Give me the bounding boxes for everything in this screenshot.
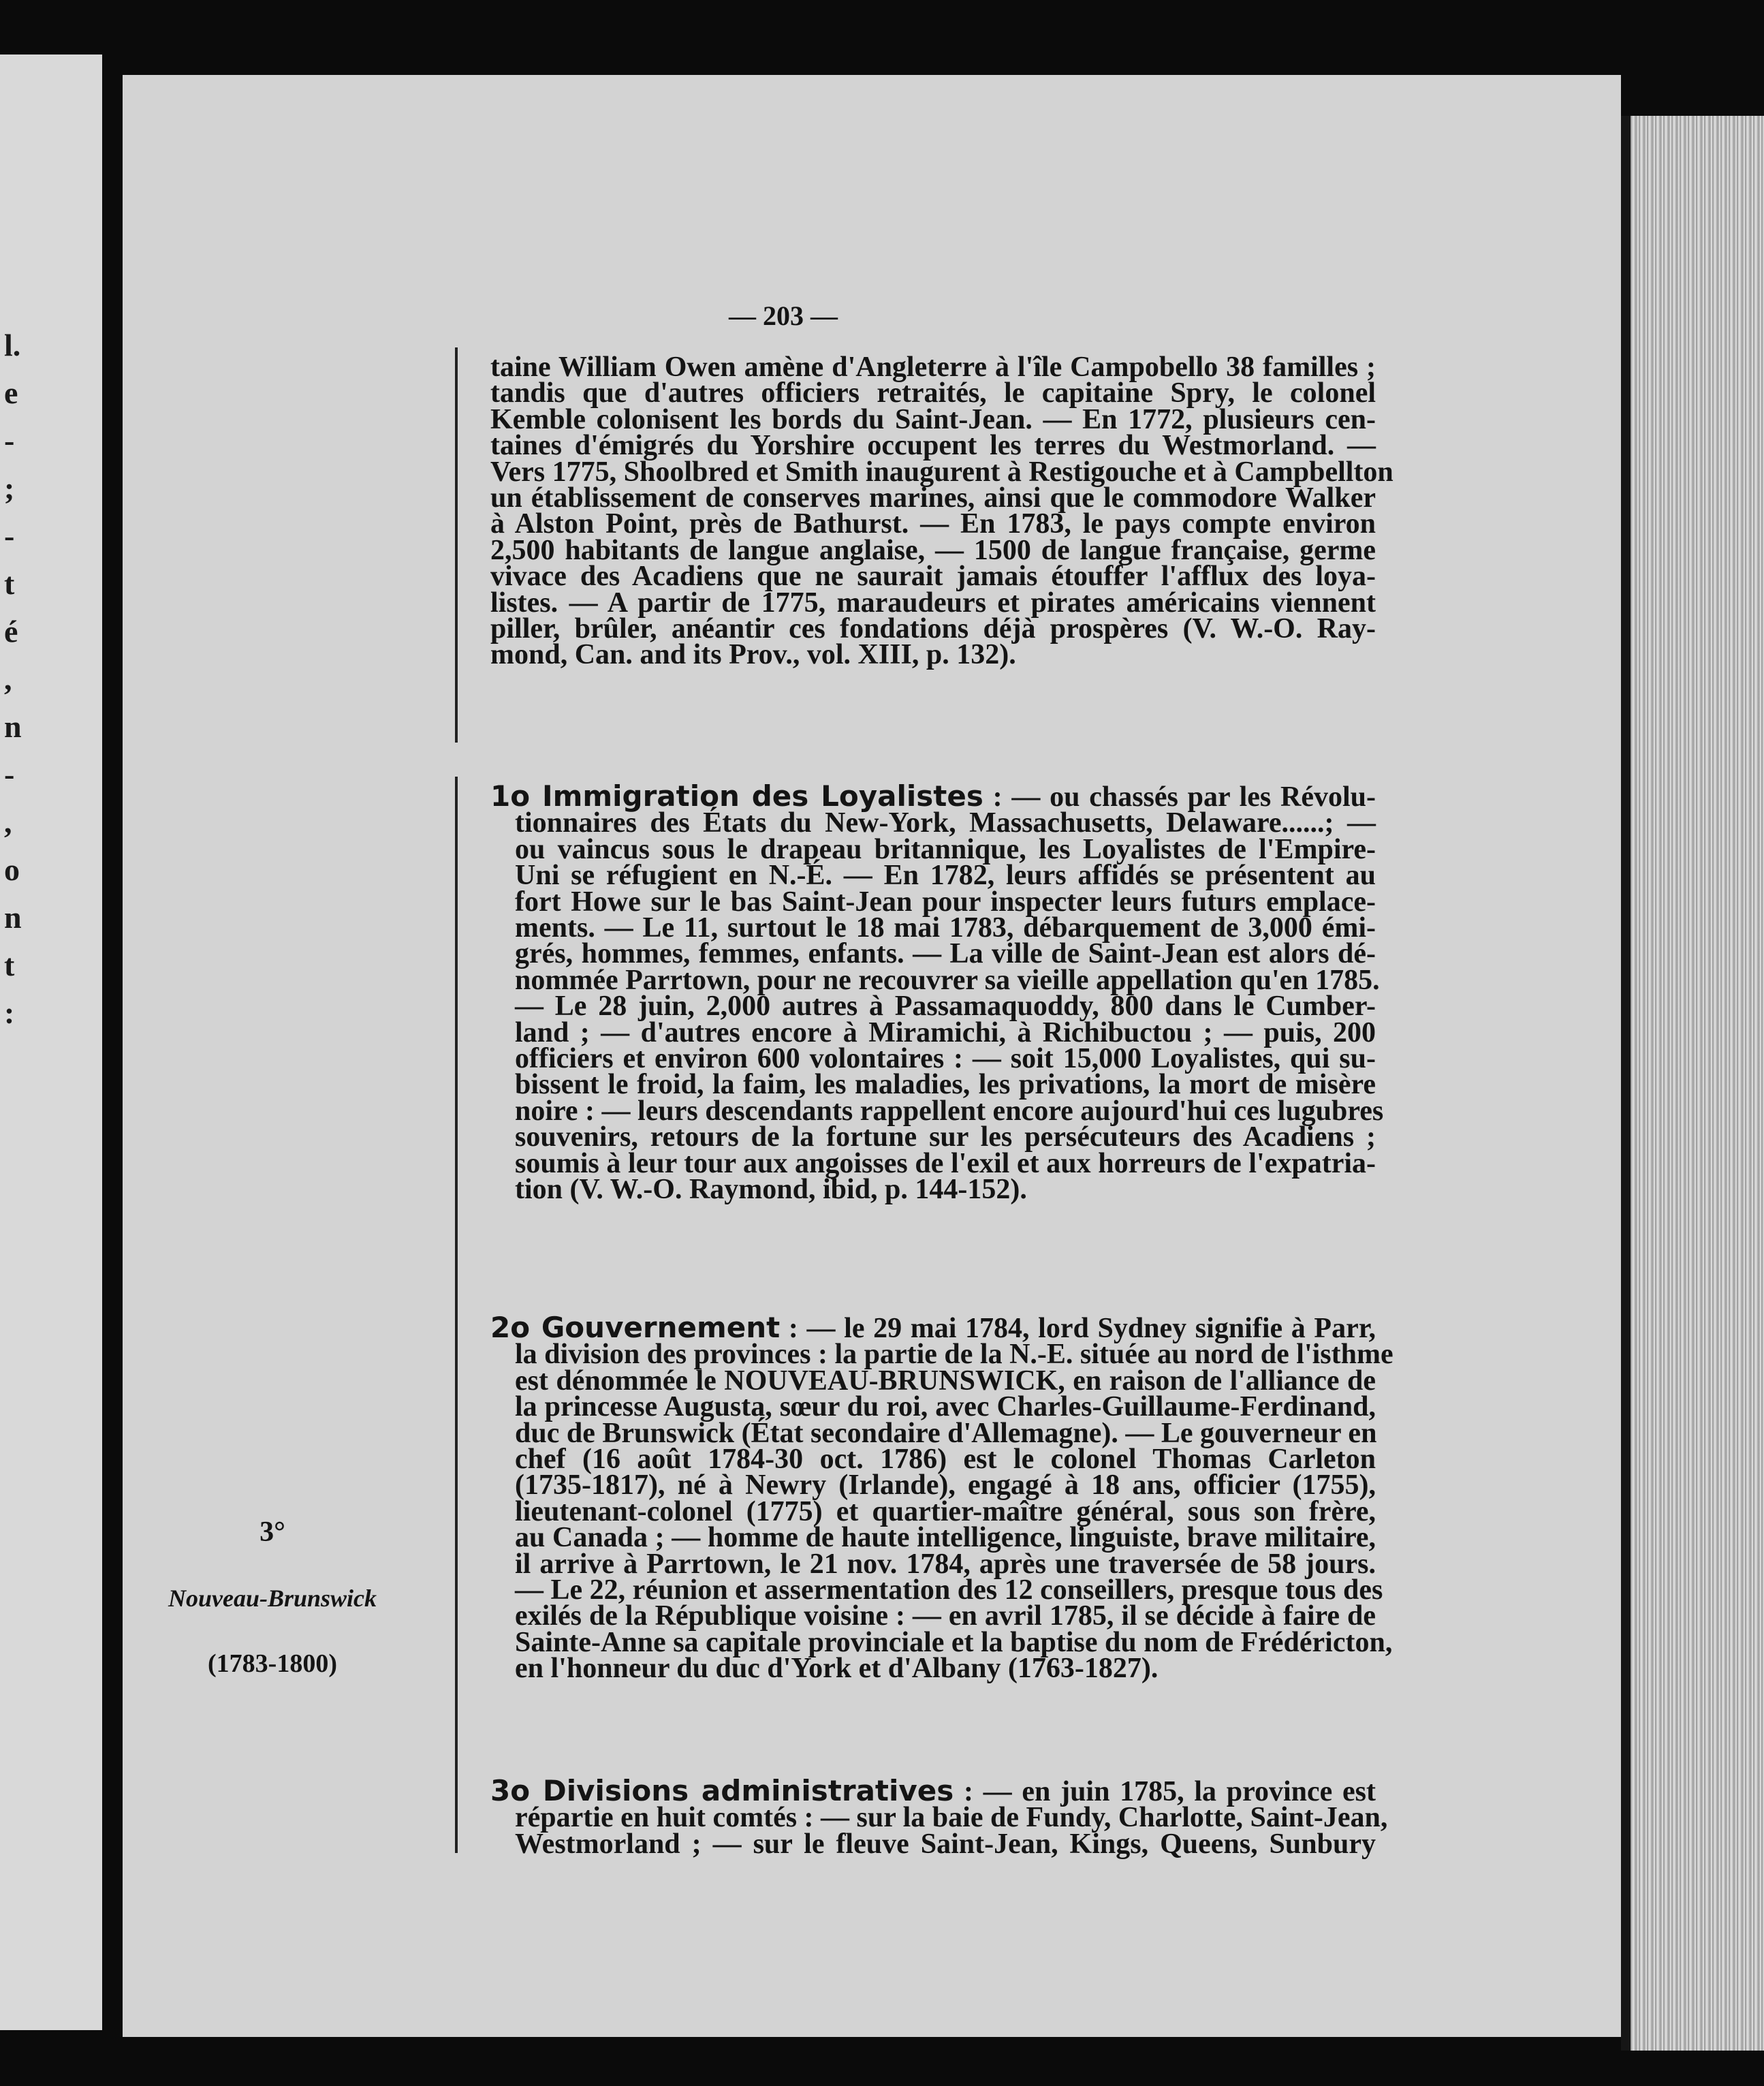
book-gutter	[102, 41, 123, 2057]
text-line: Uni se réfugient en N.-É. — En 1782, leurs affidés se présentent au	[515, 860, 1376, 892]
facing-page-fragment: t	[4, 948, 15, 982]
section-divisions	[490, 1774, 1388, 1860]
facing-page-fragment: -	[4, 518, 15, 553]
section-first-line	[490, 1311, 1376, 1344]
facing-page-fragment: o	[4, 852, 20, 887]
facing-page-fragment: é	[4, 614, 18, 649]
section-heading: 3o Divisions administratives	[490, 1774, 954, 1807]
text-line: au Canada ; — homme de haute intelligence, linguiste, brave militaire,	[515, 1522, 1376, 1554]
text-line: tionnaires des États du New-York, Massachusetts, Delaware......; —	[515, 807, 1376, 839]
text-line: Westmorland ; — sur le fleuve Saint-Jean, Kings, Queens, Sunbury	[515, 1828, 1376, 1860]
section-first-line	[490, 779, 1376, 813]
text-line: land ; — d'autres encore à Miramichi, à Richibuctou ; — puis, 200	[515, 1016, 1376, 1048]
text-line: chef (16 août 1784-30 oct. 1786) est le colonel Thomas Carleton	[515, 1444, 1376, 1476]
text-line: tion (V. W.-O. Raymond, ibid, p. 144-152).	[515, 1174, 1027, 1206]
section-gouvernement	[490, 1311, 1393, 1685]
text-line: nommée Parrtown, pour ne recouvrer sa vieille appellation qu'en 1785.	[515, 964, 1380, 996]
text-line: taines d'émigrés du Yorshire occupent les terres du Westmorland. —	[490, 430, 1376, 462]
side-note-mark: 3°	[259, 1516, 285, 1548]
text-line: lieutenant-colonel (1775) et quartier-maître général, sous son frère,	[515, 1495, 1376, 1527]
side-note-title: Nouveau-Brunswick	[168, 1585, 377, 1612]
facing-page-fragment: :	[4, 995, 15, 1030]
margin-rule-body	[455, 777, 458, 1853]
facing-page-fragment: l.	[4, 328, 21, 362]
page-edges	[1621, 116, 1764, 2051]
text-line: — Le 22, réunion et assermentation des 12 conseillers, presque tous des	[515, 1574, 1383, 1606]
section-heading: 1o Immigration des Loyalistes	[490, 779, 983, 813]
text-line: : — le 29 mai 1784, lord Sydney signifie à Parr,	[780, 1313, 1376, 1344]
text-line: exilés de la République voisine : — en avril 1785, il se décide à faire de	[515, 1600, 1376, 1632]
section-immigration	[490, 779, 1384, 1206]
text-line: listes. — A partir de 1775, maraudeurs et pirates américains viennent	[490, 587, 1376, 619]
text-line: Sainte-Anne sa capitale provinciale et la baptise du nom de Frédéricton,	[515, 1626, 1393, 1658]
facing-page-fragment: -	[4, 423, 15, 458]
text-line: en l'honneur du duc d'York et d'Albany (1763-1827).	[515, 1653, 1159, 1685]
text-line: noire : — leurs descendants rappellent encore aujourd'hui ces lugubres	[515, 1095, 1384, 1127]
section-heading: 2o Gouvernement	[490, 1311, 781, 1344]
facing-page-fragment: ;	[4, 471, 15, 505]
facing-page-edge	[0, 55, 102, 2030]
text-line: officiers et environ 600 volontaires : — soit 15,000 Loyalistes, qui su-	[515, 1043, 1376, 1075]
text-line: un établissement de conserves marines, ainsi que le commodore Walker	[490, 482, 1376, 514]
text-line: taine William Owen amène d'Angleterre à l'île Campobello 38 familles ;	[490, 352, 1376, 383]
text-line: duc de Brunswick (État secondaire d'Allemagne). — Le gouverneur en	[515, 1417, 1377, 1449]
facing-page-fragment: n	[4, 900, 22, 935]
text-line: la princesse Augusta, sœur du roi, avec Charles-Guillaume-Ferdinand,	[515, 1391, 1376, 1423]
text-line: vivace des Acadiens que ne saurait jamais étouffer l'afflux des loya-	[490, 561, 1376, 593]
text-line: Vers 1775, Shoolbred et Smith inaugurent à Restigouche et à Campbellton	[490, 456, 1393, 488]
text-line: — Le 28 juin, 2,000 autres à Passamaquoddy, 800 dans le Cumber-	[515, 991, 1376, 1023]
text-line: grés, hommes, femmes, enfants. — La ville de Saint-Jean est alors dé-	[515, 938, 1376, 970]
text-line: souvenirs, retours de la fortune sur les persécuteurs des Acadiens ;	[515, 1121, 1376, 1153]
text-line: soumis à leur tour aux angoisses de l'exil et aux horreurs de l'expatria-	[515, 1147, 1376, 1179]
intro-paragraph	[490, 352, 1393, 671]
text-line: Kemble colonisent les bords du Saint-Jean. — En 1772, plusieurs cen-	[490, 403, 1376, 435]
facing-page-fragment: ,	[4, 805, 12, 839]
side-note-years: (1783-1800)	[208, 1649, 337, 1678]
text-line: (1735-1817), né à Newry (Irlande), engagé à 18 ans, officier (1755),	[515, 1469, 1376, 1501]
facing-page-fragment: e	[4, 375, 18, 410]
text-line: piller, brûler, anéantir ces fondations déjà prospères (V. W.-O. Ray-	[490, 613, 1376, 645]
text-line: ou vaincus sous le drapeau britannique, les Loyalistes de l'Empire-	[515, 833, 1376, 865]
facing-page-fragment: ,	[4, 661, 12, 696]
facing-page-fragment: t	[4, 566, 15, 601]
text-line: : — en juin 1785, la province est	[954, 1776, 1376, 1807]
text-line: tandis que d'autres officiers retraités, le capitaine Spry, le colonel	[490, 377, 1376, 409]
text-line: bissent le froid, la faim, les maladies, les privations, la mort de misère	[515, 1069, 1376, 1101]
section-first-line	[490, 1774, 1376, 1807]
text-line: la division des provinces : la partie de la N.-E. située au nord de l'isthme	[515, 1339, 1393, 1371]
text-line: est dénommée le NOUVEAU-BRUNSWICK, en raison de l'alliance de	[515, 1365, 1376, 1397]
facing-page-fragment: -	[4, 757, 15, 792]
text-line: à Alston Point, près de Bathurst. — En 1783, le pays compte environ	[490, 508, 1376, 540]
text-line: mond, Can. and its Prov., vol. XIII, p. 132).	[490, 639, 1016, 671]
text-line: 2,500 habitants de langue anglaise, — 1500 de langue française, germe	[490, 534, 1376, 566]
text-line: ments. — Le 11, surtout le 18 mai 1783, débarquement de 3,000 émi-	[515, 912, 1376, 944]
text-line: répartie en huit comtés : — sur la baie de Fundy, Charlotte, Saint-Jean,	[515, 1802, 1388, 1834]
page-number: — 203 —	[729, 300, 838, 331]
text-line: il arrive à Parrtown, le 21 nov. 1784, après une traversée de 58 jours.	[515, 1548, 1376, 1580]
margin-rule-intro	[455, 347, 458, 743]
text-line: : — ou chassés par les Révolu-	[983, 781, 1376, 813]
text-line: fort Howe sur le bas Saint-Jean pour inspecter leurs futurs emplace-	[515, 886, 1376, 918]
facing-page-fragment: n	[4, 709, 22, 744]
